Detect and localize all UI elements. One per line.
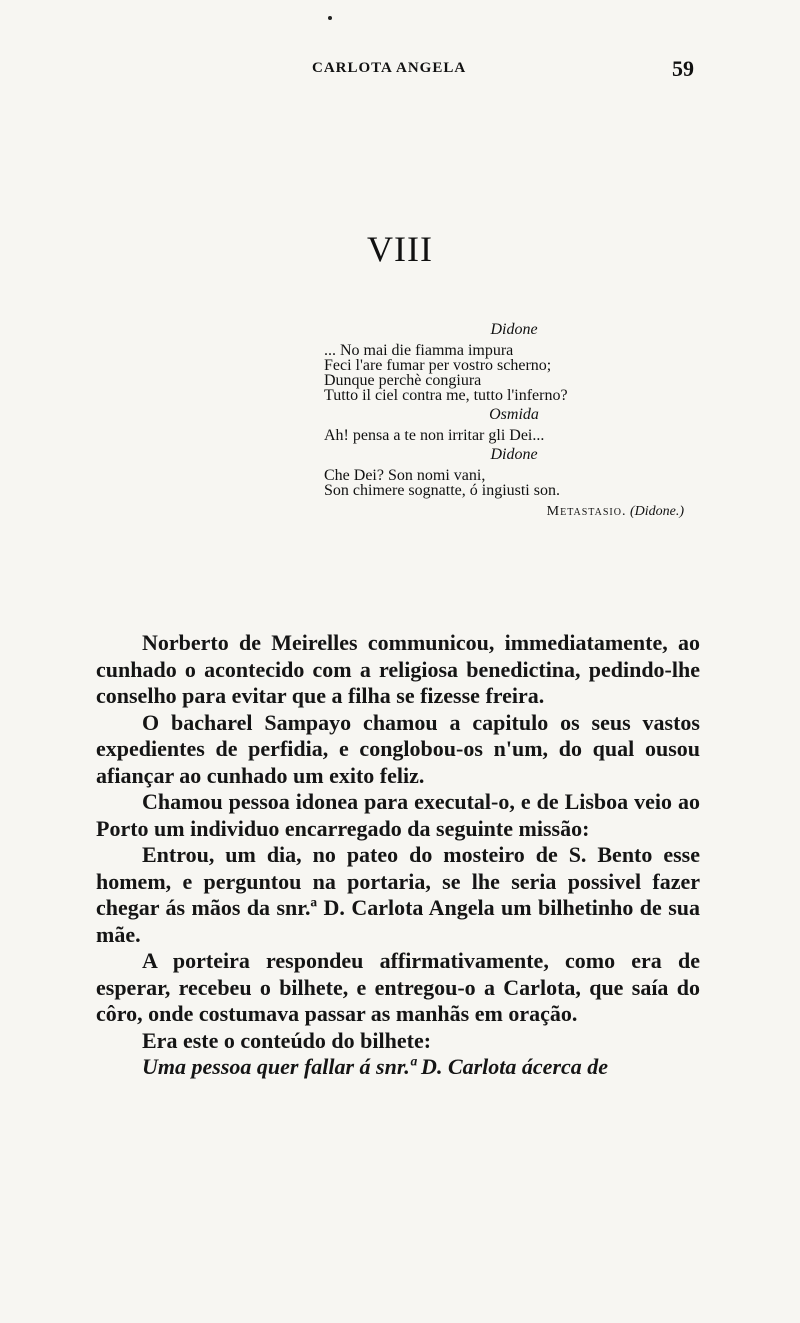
paragraph: Uma pessoa quer fallar á snr.ª D. Carlota ácerca de (142, 1054, 609, 1079)
speaker-name: Didone (490, 446, 538, 463)
speaker-name: Didone (490, 321, 538, 338)
speaker-name: Osmida (489, 406, 539, 423)
epigraph (324, 318, 684, 519)
page-header (0, 56, 800, 84)
verse-line: Dunque perchè congiura (324, 372, 482, 389)
verse-line: Son chimere sognatte, ó ingiusti son. (324, 482, 560, 499)
attribution-work: (Didone.) (629, 504, 684, 519)
epigraph-attribution (324, 504, 684, 519)
page-number: 59 (672, 56, 694, 81)
paragraph: A porteira respondeu affirmativamente, como era de esperar, recebeu o bilhete, e entregou-o a Carlota, que saía do côro, onde costumava passar as manhãs em oração. (96, 948, 700, 1026)
chapter-heading: VIII (367, 229, 433, 269)
body-text (96, 630, 700, 1081)
attribution-author: Metastasio. (546, 504, 627, 519)
paragraph: Norberto de Meirelles communicou, immediatamente, ao cunhado o acontecido com a religiosa benedictina, pedindo-lhe conselho para evitar que a filha se fizesse freira. (96, 630, 700, 708)
verse-line: Ah! pensa a te non irritar gli Dei... (324, 427, 545, 444)
verse-line: Che Dei? Son nomi vani, (324, 467, 486, 484)
ink-speck (328, 16, 332, 20)
running-title: CARLOTA ANGELA (312, 60, 467, 76)
paragraph: Entrou, um dia, no pateo do mosteiro de S. Bento esse homem, e perguntou na portaria, se lhe seria possivel fazer chegar ás mãos da snr.ª D. Carlota Angela um bilhetinho de sua mãe. (96, 842, 700, 947)
paragraph: Era este o conteúdo do bilhete: (142, 1027, 432, 1053)
verse-line: Tutto il ciel contra me, tutto l'inferno? (324, 387, 568, 404)
verse-line: ... No mai die fiamma impura (324, 342, 514, 359)
paragraph: O bacharel Sampayo chamou a capitulo os seus vastos expedientes de perfidia, e conglobou-os n'um, do qual ousou afiançar ao cunhado um exito feliz. (96, 709, 700, 788)
paragraph: Chamou pessoa idonea para executal-o, e de Lisboa veio ao Porto um individuo encarregado da seguinte missão: (96, 789, 700, 841)
verse-line: Feci l'are fumar per vostro scherno; (324, 357, 552, 374)
